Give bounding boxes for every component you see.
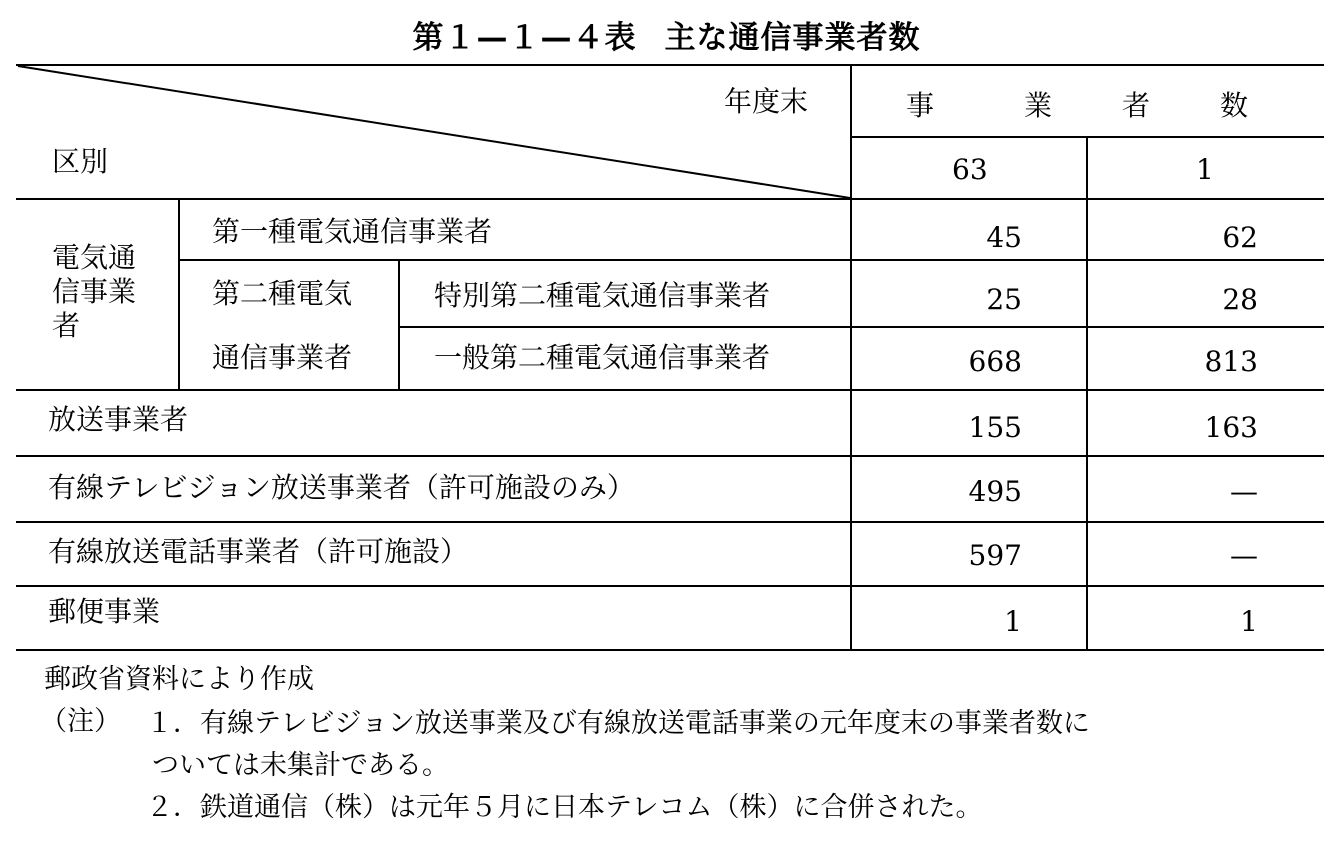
row-postal-label: 郵便事業 bbox=[48, 595, 161, 628]
header-count-char-3: 者 bbox=[1122, 89, 1151, 122]
row-postal-value-1: 1 bbox=[1240, 605, 1258, 638]
col-divider-group bbox=[178, 198, 180, 389]
row-cable-tv-value-1: — bbox=[1230, 475, 1258, 508]
row-special-type2-value-63: 25 bbox=[986, 283, 1022, 316]
col-divider-subgroup bbox=[398, 259, 400, 389]
rule-row5 bbox=[16, 521, 1324, 523]
rule-row3 bbox=[16, 389, 1324, 391]
row-cable-phone-value-1: — bbox=[1230, 539, 1258, 572]
row-cable-phone-value-63: 597 bbox=[968, 539, 1022, 572]
row-broadcast-value-1: 163 bbox=[1204, 411, 1258, 444]
footer-note-1-line-1: １．有線テレビジョン放送事業及び有線放送電話事業の元年度末の事業者数に bbox=[146, 708, 1090, 739]
row-special-type2-label: 特別第二種電気通信事業者 bbox=[434, 279, 771, 312]
rule-row2 bbox=[398, 326, 1324, 328]
rule-row6 bbox=[16, 585, 1324, 587]
header-year-63: 63 bbox=[952, 153, 988, 186]
type2-group-line-1: 第二種電気 bbox=[212, 277, 353, 310]
telecom-group-line-1: 電気通 bbox=[52, 241, 137, 274]
row-type1-label: 第一種電気通信事業者 bbox=[212, 215, 493, 248]
footer-note-2: ２．鉄道通信（株）は元年５月に日本テレコム（株）に合併された。 bbox=[146, 792, 983, 823]
header-count-char-1: 事 bbox=[906, 89, 935, 122]
row-general-type2-value-63: 668 bbox=[968, 345, 1022, 378]
table-title-text: 主な通信事業者数 bbox=[664, 20, 921, 56]
rule-row1 bbox=[178, 259, 1324, 261]
header-count-char-2: 業 bbox=[1024, 89, 1053, 122]
row-cable-phone-label: 有線放送電話事業者（許可施設） bbox=[48, 535, 469, 568]
header-count-char-4: 数 bbox=[1220, 89, 1249, 122]
row-general-type2-value-1: 813 bbox=[1204, 345, 1258, 378]
rule-bottom bbox=[16, 649, 1324, 651]
table-number: 第１—１—４表 bbox=[412, 20, 637, 56]
header-year-end: 年度末 bbox=[724, 85, 809, 118]
col-divider-years bbox=[1086, 136, 1088, 651]
row-cable-tv-label: 有線テレビジョン放送事業者（許可施設のみ） bbox=[48, 471, 635, 504]
telecom-group-line-3: 者 bbox=[52, 309, 81, 342]
row-cable-tv-value-63: 495 bbox=[968, 475, 1022, 508]
header-year-1: 1 bbox=[1196, 153, 1214, 186]
row-special-type2-value-1: 28 bbox=[1222, 283, 1258, 316]
data-table bbox=[16, 64, 1324, 651]
telecom-group-line-2: 信事業 bbox=[52, 275, 137, 308]
col-divider-values bbox=[850, 64, 852, 651]
footer-source: 郵政省資料により作成 bbox=[44, 664, 314, 695]
row-type1-value-63: 45 bbox=[986, 221, 1022, 254]
footer-note-1-line-2: ついては未集計である。 bbox=[152, 750, 449, 781]
type2-group-line-2: 通信事業者 bbox=[212, 341, 353, 374]
row-broadcast-value-63: 155 bbox=[968, 411, 1022, 444]
row-general-type2-label: 一般第二種電気通信事業者 bbox=[434, 341, 771, 374]
row-broadcast-label: 放送事業者 bbox=[48, 403, 189, 436]
row-type1-value-1: 62 bbox=[1222, 221, 1258, 254]
rule-header-bottom bbox=[16, 198, 1324, 200]
table-title bbox=[0, 12, 1333, 57]
row-postal-value-63: 1 bbox=[1004, 605, 1022, 638]
footer-note-label: （注） bbox=[40, 706, 121, 737]
rule-top bbox=[16, 64, 1324, 66]
rule-row4 bbox=[16, 455, 1324, 457]
header-category: 区別 bbox=[52, 145, 109, 178]
